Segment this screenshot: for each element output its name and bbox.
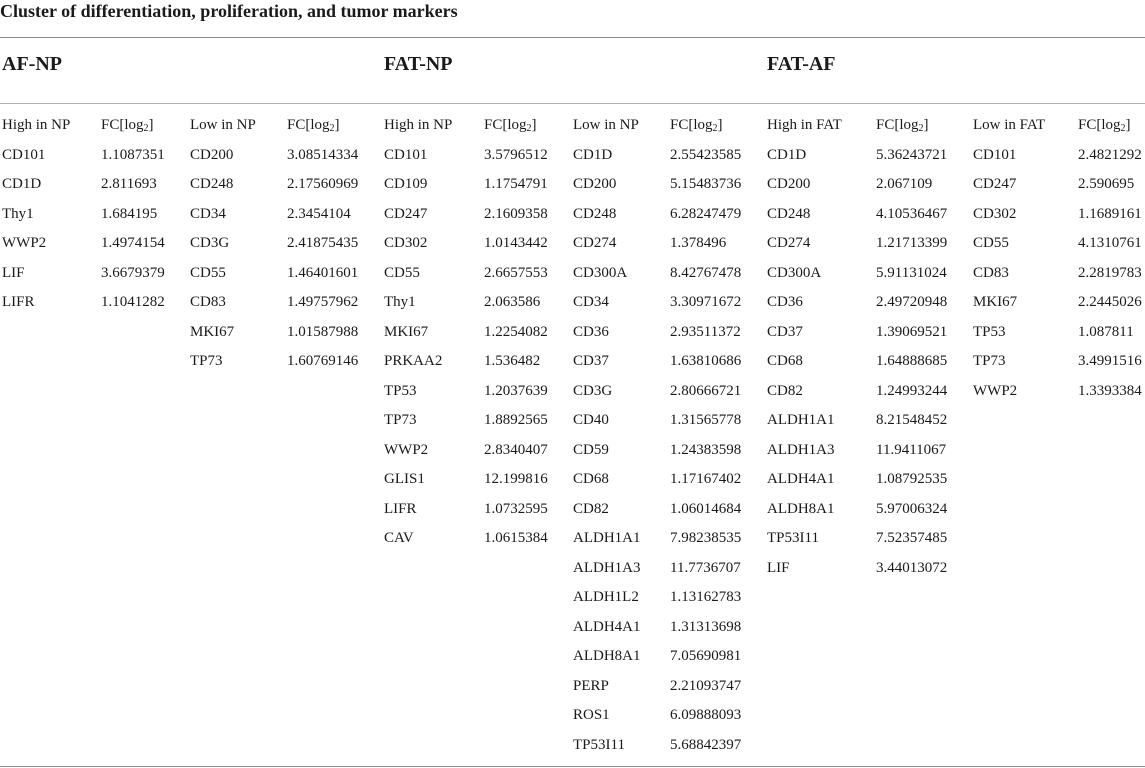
gene-name-cell: CD247: [973, 176, 1017, 192]
fc-value-cell: 1.49757962: [287, 294, 359, 310]
gene-name-cell: CAV: [384, 530, 414, 546]
fc-value-cell: 1.1041282: [101, 294, 165, 310]
bottom-rule: [0, 766, 1145, 767]
fc-value-cell: 1.60769146: [287, 353, 359, 369]
gene-name-cell: CD37: [767, 323, 803, 340]
gene-name-cell: LIF: [767, 559, 790, 576]
gene-name-cell: CD82: [767, 382, 803, 399]
fc-column: [484, 111, 548, 554]
fc-header-text: FC[log: [484, 117, 527, 133]
fc-value-cell: 2.6657553: [484, 264, 548, 281]
fc-value-cell: 1.087811: [1078, 323, 1134, 340]
fc-log2-header: [876, 111, 947, 141]
gene-name-cell: TP53: [384, 382, 417, 399]
fc-column: [287, 111, 358, 377]
gene-name-cell: CD302: [973, 205, 1017, 222]
gene-name-cell: WWP2: [384, 441, 429, 458]
fc-value-cell: 1.1087351: [101, 146, 165, 163]
gene-name-cell: TP53I11: [767, 530, 819, 546]
fc-header-subscript: 2: [329, 123, 335, 134]
fc-value-cell: 1.01587988: [287, 323, 359, 340]
fc-log2-header: [484, 111, 548, 141]
fc-value-cell: 1.378496: [670, 235, 727, 251]
fc-value-cell: 2.8340407: [484, 441, 548, 458]
gene-name-cell: PERP: [573, 677, 609, 694]
fc-header-bracket: ]: [148, 117, 154, 133]
gene-name-cell: CD1D: [2, 176, 42, 192]
fc-header-text: FC[log: [876, 117, 919, 133]
fc-header-bracket: ]: [923, 117, 929, 133]
gene-name-cell: CD36: [573, 323, 609, 340]
gene-column: [2, 111, 70, 318]
top-rule: [0, 37, 1145, 38]
gene-group-header: Low in NP: [573, 117, 639, 133]
gene-name-cell: CD55: [384, 264, 420, 281]
fc-value-cell: 7.98238535: [670, 530, 742, 546]
gene-name-cell: PRKAA2: [384, 353, 443, 369]
fc-value-cell: 1.08792535: [876, 471, 948, 487]
fc-value-cell: 1.4974154: [101, 235, 165, 251]
gene-name-cell: ALDH1L2: [573, 589, 639, 605]
gene-name-cell: CD3G: [573, 382, 613, 399]
fc-value-cell: 1.31313698: [670, 618, 742, 635]
fc-value-cell: 2.063586: [484, 294, 541, 310]
fc-value-cell: 8.21548452: [876, 412, 948, 428]
gene-name-cell: CD300A: [767, 264, 822, 281]
gene-name-cell: CD274: [573, 235, 617, 251]
gene-name-cell: ALDH1A1: [573, 530, 641, 546]
gene-name-cell: CD248: [767, 205, 811, 222]
fc-value-cell: 2.067109: [876, 176, 933, 192]
gene-name-cell: ALDH4A1: [573, 618, 641, 635]
fc-value-cell: 1.1689161: [1078, 205, 1142, 222]
fc-header-subscript: 2: [143, 123, 149, 134]
fc-value-cell: 1.06014684: [670, 500, 742, 517]
fc-value-cell: 1.21713399: [876, 235, 948, 251]
gene-name-cell: CD34: [190, 205, 226, 222]
gene-name-cell: TP73: [190, 353, 223, 369]
fc-value-cell: 7.52357485: [876, 530, 948, 546]
fc-value-cell: 3.6679379: [101, 264, 165, 281]
gene-name-cell: CD101: [973, 146, 1017, 163]
fc-value-cell: 1.536482: [484, 353, 541, 369]
fc-value-cell: 1.63810686: [670, 353, 742, 369]
fc-value-cell: 11.7736707: [670, 559, 741, 576]
fc-value-cell: 3.4991516: [1078, 353, 1142, 369]
gene-name-cell: Thy1: [2, 205, 34, 222]
gene-name-cell: ROS1: [573, 707, 610, 723]
fc-value-cell: 1.2037639: [484, 382, 548, 399]
fc-value-cell: 8.42767478: [670, 264, 742, 281]
fc-value-cell: 1.8892565: [484, 412, 548, 428]
gene-name-cell: CD248: [573, 205, 617, 222]
gene-name-cell: CD247: [384, 205, 428, 222]
gene-name-cell: CD40: [573, 412, 609, 428]
fc-value-cell: 2.3454104: [287, 205, 351, 222]
gene-name-cell: CD101: [384, 146, 428, 163]
gene-name-cell: TP53: [973, 323, 1006, 340]
gene-name-cell: Thy1: [384, 294, 416, 310]
fc-value-cell: 3.30971672: [670, 294, 742, 310]
fc-header-subscript: 2: [526, 123, 532, 134]
gene-group-header: High in NP: [384, 117, 453, 133]
fc-value-cell: 1.1754791: [484, 176, 548, 192]
fc-header-text: FC[log: [1078, 117, 1121, 133]
fc-header-subscript: 2: [918, 123, 924, 134]
fc-log2-header: [1078, 111, 1142, 141]
gene-name-cell: MKI67: [384, 323, 429, 340]
fc-value-cell: 3.5796512: [484, 146, 548, 163]
fc-log2-header: [101, 111, 165, 141]
fc-header-subscript: 2: [1120, 123, 1126, 134]
gene-name-cell: MKI67: [973, 294, 1018, 310]
fc-value-cell: 1.39069521: [876, 323, 948, 340]
gene-name-cell: LIFR: [384, 500, 417, 517]
gene-name-cell: CD300A: [573, 264, 628, 281]
gene-group-header: Low in FAT: [973, 117, 1046, 133]
fc-value-cell: 4.10536467: [876, 205, 948, 222]
gene-group-header: Low in NP: [190, 117, 256, 133]
gene-name-cell: CD83: [190, 294, 226, 310]
gene-name-cell: MKI67: [190, 323, 235, 340]
gene-name-cell: CD248: [190, 176, 234, 192]
fc-value-cell: 1.0732595: [484, 500, 548, 517]
gene-name-cell: ALDH1A3: [767, 441, 835, 458]
fc-value-cell: 5.91131024: [876, 264, 947, 281]
group-title-af-np: AF-NP: [2, 53, 62, 75]
fc-value-cell: 1.46401601: [287, 264, 359, 281]
fc-value-cell: 6.28247479: [670, 205, 742, 222]
fc-value-cell: 2.4821292: [1078, 146, 1142, 163]
fc-value-cell: 6.09888093: [670, 707, 742, 723]
gene-name-cell: ALDH1A3: [573, 559, 641, 576]
fc-value-cell: 3.44013072: [876, 559, 948, 576]
gene-name-cell: CD55: [190, 264, 226, 281]
gene-column: [767, 111, 842, 583]
fc-value-cell: 2.80666721: [670, 382, 742, 399]
fc-value-cell: 5.97006324: [876, 500, 948, 517]
fc-header-bracket: ]: [531, 117, 537, 133]
gene-name-cell: ALDH8A1: [573, 648, 641, 664]
gene-name-cell: GLIS1: [384, 471, 425, 487]
fc-header-text: FC[log: [287, 117, 330, 133]
header-rule: [0, 103, 1145, 104]
fc-header-bracket: ]: [717, 117, 723, 133]
gene-name-cell: CD101: [2, 146, 46, 163]
gene-name-cell: CD3G: [190, 235, 230, 251]
fc-value-cell: 1.31565778: [670, 412, 742, 428]
gene-name-cell: CD200: [573, 176, 617, 192]
fc-value-cell: 2.2445026: [1078, 294, 1142, 310]
gene-name-cell: LIFR: [2, 294, 35, 310]
gene-name-cell: TP53I11: [573, 736, 625, 753]
fc-header-bracket: ]: [334, 117, 340, 133]
fc-log2-header: [287, 111, 358, 141]
gene-name-cell: LIF: [2, 264, 25, 281]
gene-name-cell: CD200: [767, 176, 811, 192]
fc-value-cell: 2.41875435: [287, 235, 359, 251]
gene-name-cell: CD37: [573, 353, 609, 369]
gene-column: [190, 111, 256, 377]
fc-value-cell: 2.55423585: [670, 146, 742, 163]
gene-name-cell: ALDH8A1: [767, 500, 835, 517]
fc-header-text: FC[log: [101, 117, 144, 133]
gene-name-cell: WWP2: [2, 235, 47, 251]
fc-column: [101, 111, 165, 318]
gene-name-cell: CD55: [973, 235, 1009, 251]
gene-name-cell: CD109: [384, 176, 428, 192]
fc-value-cell: 2.811693: [101, 176, 157, 192]
fc-value-cell: 1.684195: [101, 205, 158, 222]
fc-value-cell: 1.2254082: [484, 323, 548, 340]
fc-column: [876, 111, 947, 583]
fc-value-cell: 1.0615384: [484, 530, 548, 546]
fc-value-cell: 2.17560969: [287, 176, 359, 192]
fc-value-cell: 2.49720948: [876, 294, 948, 310]
gene-column: [573, 111, 641, 760]
fc-value-cell: 1.24993244: [876, 382, 948, 399]
fc-log2-header: [670, 111, 741, 141]
gene-column: [384, 111, 452, 554]
gene-name-cell: CD68: [573, 471, 609, 487]
fc-value-cell: 5.36243721: [876, 146, 948, 163]
fc-value-cell: 2.93511372: [670, 323, 741, 340]
gene-name-cell: WWP2: [973, 382, 1018, 399]
fc-header-text: FC[log: [670, 117, 713, 133]
gene-name-cell: CD59: [573, 441, 609, 458]
fc-column: [670, 111, 741, 760]
gene-name-cell: CD274: [767, 235, 811, 251]
gene-name-cell: CD34: [573, 294, 609, 310]
gene-name-cell: CD36: [767, 294, 803, 310]
fc-value-cell: 1.13162783: [670, 589, 742, 605]
gene-name-cell: CD83: [973, 264, 1009, 281]
fc-value-cell: 1.24383598: [670, 441, 742, 458]
gene-name-cell: TP73: [384, 412, 417, 428]
fc-value-cell: 12.199816: [484, 471, 548, 487]
fc-value-cell: 7.05690981: [670, 648, 742, 664]
gene-name-cell: CD200: [190, 146, 234, 163]
gene-name-cell: CD302: [384, 235, 428, 251]
fc-value-cell: 1.17167402: [670, 471, 742, 487]
gene-name-cell: CD1D: [573, 146, 613, 163]
fc-value-cell: 1.0143442: [484, 235, 548, 251]
fc-value-cell: 5.15483736: [670, 176, 742, 192]
gene-name-cell: CD1D: [767, 146, 807, 163]
fc-value-cell: 1.3393384: [1078, 382, 1142, 399]
gene-group-header: High in FAT: [767, 117, 842, 133]
gene-name-cell: CD68: [767, 353, 803, 369]
group-title-fat-np: FAT-NP: [384, 53, 453, 75]
table-caption: Cluster of differentiation, proliferation, and tumor markers: [0, 1, 458, 21]
gene-column: [973, 111, 1045, 406]
fc-header-bracket: ]: [1125, 117, 1131, 133]
group-title-fat-af: FAT-AF: [767, 53, 836, 75]
fc-value-cell: 5.68842397: [670, 736, 742, 753]
fc-value-cell: 2.1609358: [484, 205, 548, 222]
fc-value-cell: 2.590695: [1078, 176, 1135, 192]
fc-value-cell: 2.21093747: [670, 677, 742, 694]
gene-name-cell: CD82: [573, 500, 609, 517]
gene-name-cell: ALDH4A1: [767, 471, 835, 487]
fc-value-cell: 4.1310761: [1078, 235, 1142, 251]
gene-name-cell: ALDH1A1: [767, 412, 835, 428]
fc-value-cell: 1.64888685: [876, 353, 948, 369]
fc-value-cell: 3.08514334: [287, 146, 359, 163]
fc-value-cell: 2.2819783: [1078, 264, 1142, 281]
fc-column: [1078, 111, 1142, 406]
gene-name-cell: TP73: [973, 353, 1006, 369]
fc-header-subscript: 2: [712, 123, 718, 134]
gene-group-header: High in NP: [2, 117, 71, 133]
fc-value-cell: 11.9411067: [876, 441, 947, 458]
